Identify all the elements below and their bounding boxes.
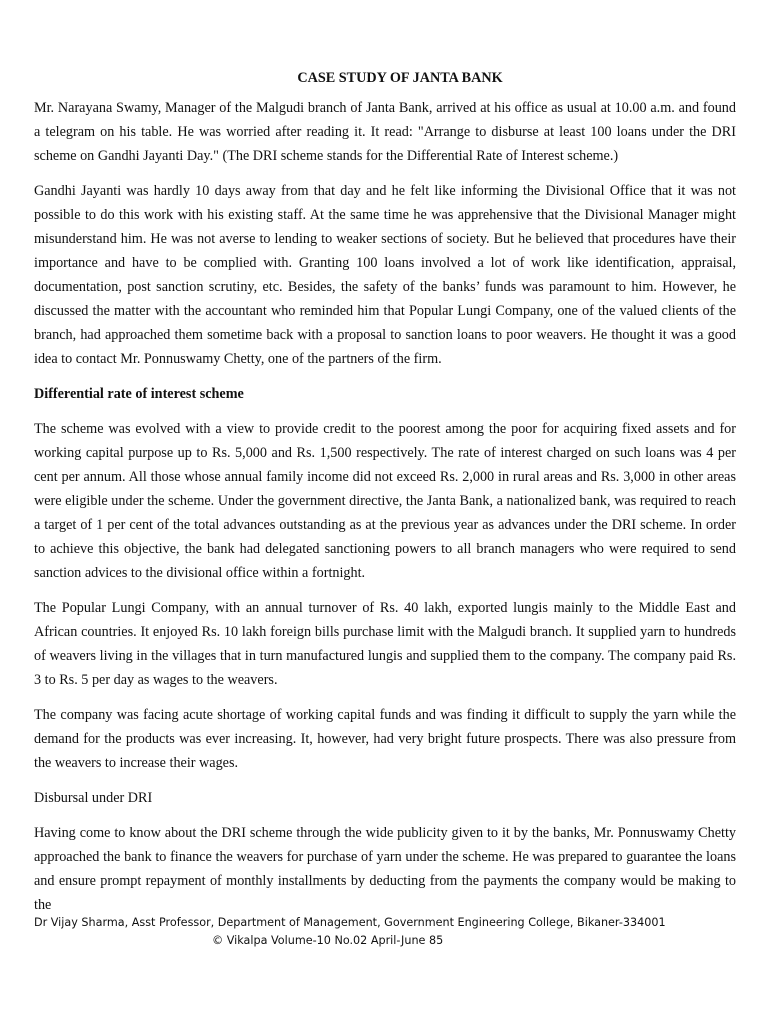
paragraph-intro-2: Gandhi Jayanti was hardly 10 days away from that day and he felt like informing the Divisional Office that it was not possible to do this work with his existing staff. At the same time he was apprehensive that the Divisional Manager might misunderstand him. He was not averse to lending to weaker sections of society. But he believed that procedures have their importance and have to be complied with. Granting 100 loans involved a lot of work like identification, appraisal, documentation, post sanction scrutiny, etc. Besides, the safety of the banks’ funds was paramount to him. However, he discussed the matter with the accountant who reminded him that Popular Lungi Company, one of the valued clients of the branch, had approached them sometime back with a proposal to sanction loans to poor weavers. He thought it was a good idea to contact Mr. Ponnuswamy Chetty, one of the partners of the firm. [34, 183, 736, 367]
footer-author-line: Dr Vijay Sharma, Asst Professor, Department of Management, Government Engineering College, Bikaner-334001 [34, 916, 666, 929]
section-heading-dri-scheme: Differential rate of interest scheme [34, 386, 244, 402]
footer-source-line: © Vikalpa Volume-10 No.02 April-June 85 [212, 934, 444, 947]
document-body [34, 66, 736, 928]
paragraph-scheme-2: The Popular Lungi Company, with an annual turnover of Rs. 40 lakh, exported lungis mainly to the Middle East and African countries. It enjoyed Rs. 10 lakh foreign bills purchase limit with the Malgudi branch. It supplied yarn to hundreds of weavers living in the villages that in turn manufactured lungis and supplied them to the company. The company paid Rs. 3 to Rs. 5 per day as wages to the weavers. [34, 600, 736, 688]
paragraph-disbursal-1: Having come to know about the DRI scheme through the wide publicity given to it by the banks, Mr. Ponnuswamy Chetty approached the bank to finance the weavers for purchase of yarn under the scheme. He was prepared to guarantee the loans and ensure prompt repayment of monthly installments by deducting from the payments the company would be making to the [34, 825, 736, 913]
paragraph-scheme-3: The company was facing acute shortage of working capital funds and was finding it difficult to supply the yarn while the demand for the products was ever increasing. It, however, had very bright future prospects. There was also pressure from the weavers to increase their wages. [34, 707, 736, 771]
paragraph-scheme-1: The scheme was evolved with a view to provide credit to the poorest among the poor for acquiring fixed assets and for working capital purpose up to Rs. 5,000 and Rs. 1,500 respectively. The rate of interest charged on such loans was 4 per cent per annum. All those whose annual family income did not exceed Rs. 2,000 in rural areas and Rs. 3,000 in other areas were eligible under the scheme. Under the government directive, the Janta Bank, a nationalized bank, was required to reach a target of 1 per cent of the total advances outstanding as at the previous year as advances under the DRI scheme. In order to achieve this objective, the bank had delegated sanctioning powers to all branch managers who were required to send sanction advices to the divisional office within a fortnight. [34, 421, 736, 581]
page-footer [34, 914, 736, 950]
paragraph-intro-1: Mr. Narayana Swamy, Manager of the Malgudi branch of Janta Bank, arrived at his office as usual at 10.00 a.m. and found a telegram on his table. He was worried after reading it. It read: "Arrange to disburse at least 100 loans under the DRI scheme on Gandhi Jayanti Day." (The DRI scheme stands for the Differential Rate of Interest scheme.) [34, 100, 736, 164]
document-title: CASE STUDY OF JANTA BANK [297, 70, 503, 86]
section-heading-disbursal: Disbursal under DRI [34, 790, 153, 806]
